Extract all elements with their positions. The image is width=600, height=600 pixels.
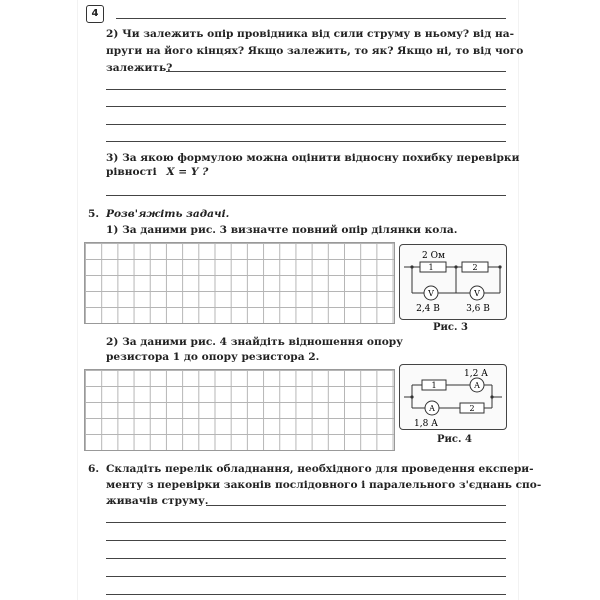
figure-4-caption: Рис. 4 bbox=[437, 434, 472, 445]
header-rule bbox=[116, 18, 506, 19]
q3-formula: X = Y ? bbox=[166, 166, 209, 178]
answer-line[interactable] bbox=[106, 540, 506, 541]
junction-dot bbox=[454, 265, 457, 268]
figure-4-circuit bbox=[399, 364, 507, 430]
fig3-meter2-symbol: V bbox=[474, 289, 480, 298]
fig4-meter-bottom-symbol: A bbox=[429, 404, 435, 413]
task6-number: 6. bbox=[88, 463, 100, 475]
task5-title: Розв'яжіть задачі. bbox=[106, 208, 230, 220]
fig4-meter-top-symbol: A bbox=[474, 381, 480, 390]
task5-sub2-line-1: 2) За даними рис. 4 знайдіть відношення опору bbox=[106, 336, 403, 348]
figure-3-caption: Рис. 3 bbox=[433, 322, 468, 333]
answer-line[interactable] bbox=[106, 576, 506, 577]
junction-dot bbox=[410, 265, 413, 268]
fig4-current-bottom-label: 1,8 А bbox=[414, 419, 438, 429]
q3-line-1: 3) За якою формулою можна оцінити відносну похибку перевірки bbox=[106, 152, 520, 164]
junction-dot bbox=[498, 265, 501, 268]
fig3-v1-label: 2,4 В bbox=[416, 304, 440, 314]
answer-line[interactable] bbox=[106, 141, 506, 142]
fig3-r1-label: 1 bbox=[428, 263, 434, 272]
fig3-resistance-label: 2 Ом bbox=[422, 251, 445, 261]
answer-line[interactable] bbox=[206, 505, 506, 506]
figure-3-svg bbox=[400, 245, 506, 319]
answer-line[interactable] bbox=[106, 558, 506, 559]
answer-line[interactable] bbox=[166, 71, 506, 72]
answer-grid-2[interactable] bbox=[84, 369, 395, 451]
figure-4-svg bbox=[400, 365, 506, 429]
answer-line[interactable] bbox=[106, 195, 506, 196]
task6-line-2: менту з перевірки законів послідовного і паралельного з'єднань спо- bbox=[106, 479, 542, 491]
task5-sub1: 1) За даними рис. 3 визначте повний опір ділянки кола. bbox=[106, 224, 458, 236]
junction-dot bbox=[490, 395, 493, 398]
q2-line-3: залежить? bbox=[106, 62, 173, 74]
fig4-current-top-label: 1,2 А bbox=[464, 369, 488, 379]
answer-line[interactable] bbox=[106, 522, 506, 523]
fig4-r2-label: 2 bbox=[469, 404, 475, 413]
answer-line[interactable] bbox=[106, 594, 506, 595]
q3-line-2 bbox=[106, 165, 208, 179]
task5-number: 5. bbox=[88, 208, 100, 220]
junction-dot bbox=[410, 395, 413, 398]
task6-line-3: живачів струму. bbox=[106, 495, 209, 507]
q2-line-1: 2) Чи залежить опір провідника від сили струму в ньому? від на- bbox=[106, 28, 514, 40]
page-number-badge: 4 bbox=[86, 5, 104, 23]
fig3-meter1-symbol: V bbox=[428, 289, 434, 298]
task5-sub2-line-2: резистора 1 до опору резистора 2. bbox=[106, 351, 320, 363]
fig3-v2-label: 3,6 В bbox=[466, 304, 490, 314]
task6-line-1: Складіть перелік обладнання, необхідного для проведення експери- bbox=[106, 463, 534, 475]
q3-line-2-prefix: рівності bbox=[106, 166, 157, 178]
answer-line[interactable] bbox=[106, 106, 506, 107]
q2-line-2: пруги на його кінцях? Якщо залежить, то як? Якщо ні, то від чого bbox=[106, 45, 524, 57]
answer-line[interactable] bbox=[106, 89, 506, 90]
answer-line[interactable] bbox=[106, 124, 506, 125]
fig4-r1-label: 1 bbox=[431, 381, 437, 390]
fig3-r2-label: 2 bbox=[472, 263, 478, 272]
figure-3-circuit bbox=[399, 244, 507, 320]
answer-grid-1[interactable] bbox=[84, 242, 395, 324]
